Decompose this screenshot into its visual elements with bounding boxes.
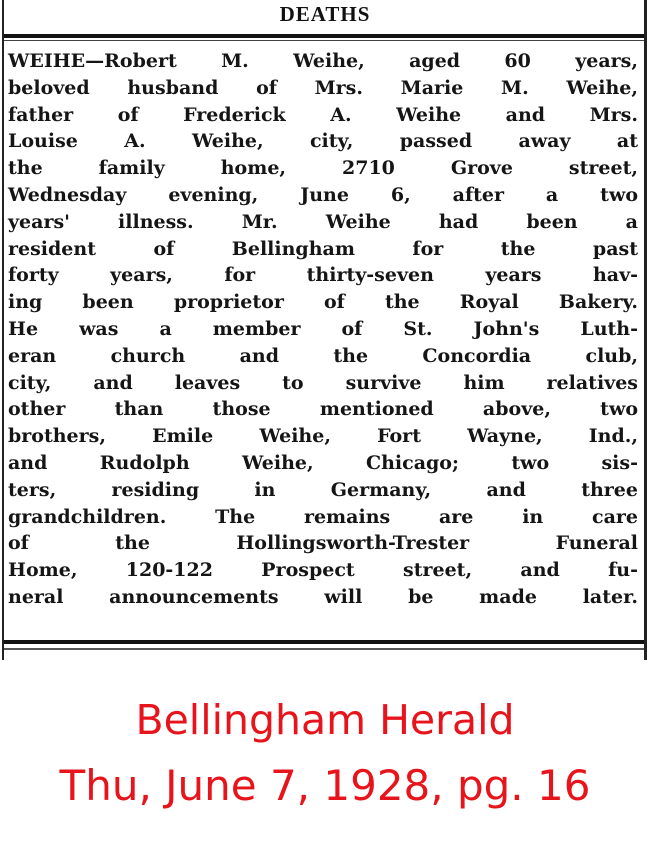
heading-rule-thin [4, 40, 644, 41]
obituary-line: and Rudolph Weihe, Chicago; two sis- [8, 451, 638, 474]
obituary-line: resident of Bellingham for the past [8, 237, 638, 260]
obituary-line: city, and leaves to survive him relatives [8, 371, 638, 394]
bottom-rule [4, 640, 644, 644]
obituary-line: He was a member of St. John's Luth- [8, 317, 638, 340]
column-rule-left [2, 0, 4, 660]
obituary-line: Louise A. Weihe, city, passed away at [8, 130, 638, 153]
obituary-line: years' illness. Mr. Weihe had been a [8, 210, 638, 233]
obituary-line: eran church and the Concordia club, [8, 344, 638, 367]
obituary-line: WEIHE—Robert M. Weihe, aged 60 years, [8, 50, 638, 72]
section-heading: DEATHS [279, 2, 371, 26]
publication-caption: Bellingham Herald [135, 696, 515, 744]
bottom-rule-thin [4, 648, 644, 650]
obituary-line: Wednesday evening, June 6, after a two [8, 183, 638, 206]
obituary-line: Home, 120-122 Prospect street, and fu- [8, 559, 638, 582]
obituary-text [8, 48, 638, 611]
obituary-line: ters, residing in Germany, and three [8, 478, 638, 501]
obituary-line: ing been proprietor of the Royal Bakery. [8, 291, 638, 314]
obituary-line: brothers, Emile Weihe, Fort Wayne, Ind., [8, 425, 638, 448]
date-page-caption: Thu, June 7, 1928, pg. 16 [59, 761, 591, 810]
obituary-line: of the Hollingsworth-Trester Funeral [8, 532, 638, 555]
obituary-line: forty years, for thirty-seven years hav- [8, 264, 638, 287]
obituary-line: grandchildren. The remains are in care [8, 505, 638, 528]
heading-rule [4, 34, 644, 38]
column-rule-right [644, 0, 647, 660]
obituary-line: the family home, 2710 Grove street, [8, 157, 638, 180]
obituary-line: other than those mentioned above, two [8, 398, 638, 421]
obituary-line: neral announcements will be made later. [8, 585, 638, 608]
obituary-line: father of Frederick A. Weihe and Mrs. [8, 103, 638, 126]
obituary-line: beloved husband of Mrs. Marie M. Weihe, [8, 76, 638, 99]
